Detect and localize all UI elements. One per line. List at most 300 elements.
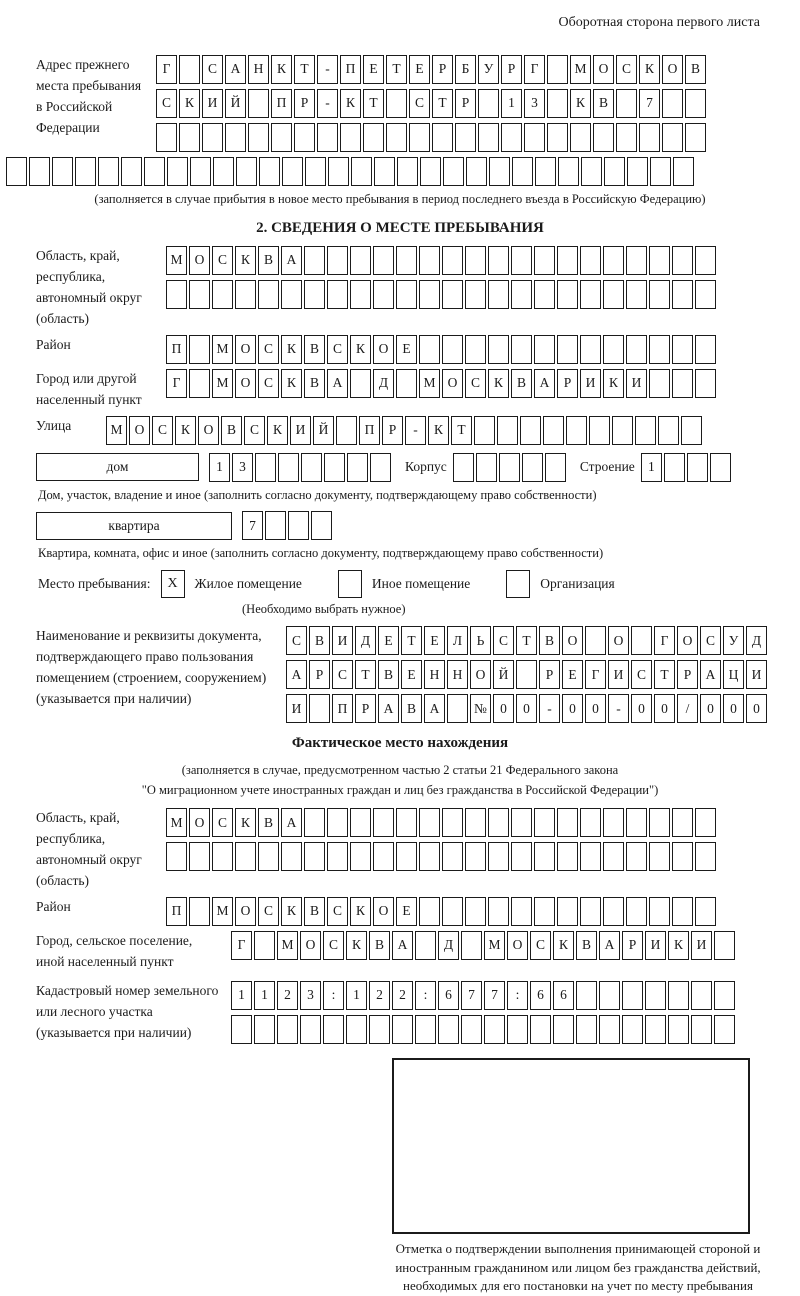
char-cell[interactable]: О [662, 55, 683, 84]
char-cell[interactable] [695, 280, 716, 309]
char-cell[interactable] [419, 335, 440, 364]
char-cell[interactable] [189, 897, 210, 926]
char-cell[interactable]: Б [455, 55, 476, 84]
char-cell[interactable] [465, 335, 486, 364]
char-cell[interactable] [557, 246, 578, 275]
char-cell[interactable] [488, 335, 509, 364]
char-cell[interactable] [511, 842, 532, 871]
char-cell[interactable]: 1 [254, 981, 275, 1010]
char-cell[interactable] [547, 123, 568, 152]
char-cell[interactable] [327, 280, 348, 309]
char-cell[interactable] [581, 157, 602, 186]
char-cell[interactable] [271, 123, 292, 152]
char-cell[interactable] [190, 157, 211, 186]
char-cell[interactable]: С [258, 897, 279, 926]
char-cell[interactable] [373, 246, 394, 275]
char-cell[interactable]: № [470, 694, 491, 723]
char-cell[interactable]: К [281, 897, 302, 926]
char-cell[interactable] [288, 511, 309, 540]
char-cell[interactable] [300, 1015, 321, 1044]
char-cell[interactable] [419, 280, 440, 309]
char-cell[interactable]: Т [451, 416, 472, 445]
char-cell[interactable]: И [290, 416, 311, 445]
char-cell[interactable]: К [235, 808, 256, 837]
char-cell[interactable]: Е [396, 335, 417, 364]
char-cell[interactable] [580, 335, 601, 364]
char-cell[interactable] [350, 246, 371, 275]
char-cell[interactable] [603, 897, 624, 926]
char-cell[interactable] [580, 808, 601, 837]
char-cell[interactable]: О [442, 369, 463, 398]
char-cell[interactable]: Е [401, 660, 422, 689]
char-cell[interactable]: П [166, 897, 187, 926]
char-cell[interactable] [336, 416, 357, 445]
char-cell[interactable]: С [616, 55, 637, 84]
char-cell[interactable] [304, 808, 325, 837]
char-cell[interactable] [547, 89, 568, 118]
char-cell[interactable] [415, 1015, 436, 1044]
char-cell[interactable] [324, 453, 345, 482]
char-cell[interactable] [396, 369, 417, 398]
char-cell[interactable]: К [235, 246, 256, 275]
char-cell[interactable] [695, 897, 716, 926]
char-cell[interactable]: П [271, 89, 292, 118]
char-cell[interactable] [455, 123, 476, 152]
char-cell[interactable]: А [286, 660, 307, 689]
char-cell[interactable]: Г [585, 660, 606, 689]
char-cell[interactable] [98, 157, 119, 186]
char-cell[interactable] [419, 808, 440, 837]
char-cell[interactable]: К [281, 335, 302, 364]
char-cell[interactable]: Г [524, 55, 545, 84]
char-cell[interactable] [231, 1015, 252, 1044]
char-cell[interactable]: О [373, 897, 394, 926]
char-cell[interactable] [350, 808, 371, 837]
char-cell[interactable]: В [685, 55, 706, 84]
char-cell[interactable] [179, 123, 200, 152]
char-cell[interactable]: П [340, 55, 361, 84]
char-cell[interactable] [442, 280, 463, 309]
char-cell[interactable]: Е [424, 626, 445, 655]
char-cell[interactable]: О [235, 897, 256, 926]
char-cell[interactable] [236, 157, 257, 186]
char-cell[interactable]: А [534, 369, 555, 398]
char-cell[interactable] [277, 1015, 298, 1044]
char-cell[interactable]: Т [516, 626, 537, 655]
char-cell[interactable] [522, 453, 543, 482]
char-cell[interactable] [317, 123, 338, 152]
char-cell[interactable]: К [488, 369, 509, 398]
char-cell[interactable] [305, 157, 326, 186]
char-cell[interactable] [534, 842, 555, 871]
house-box[interactable]: дом [36, 453, 199, 481]
char-cell[interactable] [373, 808, 394, 837]
char-cell[interactable] [259, 157, 280, 186]
char-cell[interactable]: Р [382, 416, 403, 445]
char-cell[interactable] [212, 280, 233, 309]
char-cell[interactable]: С [152, 416, 173, 445]
char-cell[interactable] [474, 416, 495, 445]
char-cell[interactable]: В [304, 335, 325, 364]
char-cell[interactable] [691, 1015, 712, 1044]
char-cell[interactable] [593, 123, 614, 152]
char-cell[interactable] [311, 511, 332, 540]
char-cell[interactable]: 7 [639, 89, 660, 118]
char-cell[interactable]: С [327, 335, 348, 364]
char-cell[interactable] [645, 981, 666, 1010]
char-cell[interactable]: 6 [438, 981, 459, 1010]
char-cell[interactable]: А [392, 931, 413, 960]
char-cell[interactable]: О [608, 626, 629, 655]
char-cell[interactable] [695, 246, 716, 275]
char-cell[interactable]: И [202, 89, 223, 118]
char-cell[interactable] [626, 897, 647, 926]
char-cell[interactable] [553, 1015, 574, 1044]
char-cell[interactable]: 7 [484, 981, 505, 1010]
char-cell[interactable]: В [221, 416, 242, 445]
char-cell[interactable] [166, 842, 187, 871]
char-cell[interactable] [156, 123, 177, 152]
char-cell[interactable] [465, 280, 486, 309]
char-cell[interactable]: И [286, 694, 307, 723]
char-cell[interactable] [585, 626, 606, 655]
char-cell[interactable]: В [539, 626, 560, 655]
char-cell[interactable]: Г [166, 369, 187, 398]
stay-type-checkbox-organization[interactable] [506, 570, 530, 598]
char-cell[interactable] [248, 123, 269, 152]
char-cell[interactable] [351, 157, 372, 186]
char-cell[interactable] [304, 842, 325, 871]
char-cell[interactable] [557, 335, 578, 364]
char-cell[interactable]: 1 [501, 89, 522, 118]
char-cell[interactable]: Г [654, 626, 675, 655]
char-cell[interactable]: А [700, 660, 721, 689]
char-cell[interactable] [658, 416, 679, 445]
char-cell[interactable] [235, 842, 256, 871]
char-cell[interactable] [534, 335, 555, 364]
char-cell[interactable]: 0 [631, 694, 652, 723]
char-cell[interactable]: А [378, 694, 399, 723]
char-cell[interactable]: Н [248, 55, 269, 84]
char-cell[interactable] [346, 1015, 367, 1044]
char-cell[interactable] [327, 842, 348, 871]
char-cell[interactable] [373, 280, 394, 309]
char-cell[interactable] [432, 123, 453, 152]
char-cell[interactable] [576, 981, 597, 1010]
char-cell[interactable] [340, 123, 361, 152]
char-cell[interactable] [386, 89, 407, 118]
char-cell[interactable] [535, 157, 556, 186]
char-cell[interactable] [166, 280, 187, 309]
char-cell[interactable] [695, 842, 716, 871]
char-cell[interactable]: В [258, 246, 279, 275]
char-cell[interactable] [309, 694, 330, 723]
char-cell[interactable] [672, 897, 693, 926]
char-cell[interactable] [649, 369, 670, 398]
char-cell[interactable]: С [202, 55, 223, 84]
char-cell[interactable]: 0 [700, 694, 721, 723]
char-cell[interactable] [254, 931, 275, 960]
char-cell[interactable]: С [212, 246, 233, 275]
char-cell[interactable]: В [304, 897, 325, 926]
char-cell[interactable]: - [317, 55, 338, 84]
apartment-box[interactable]: квартира [36, 512, 232, 540]
char-cell[interactable] [557, 897, 578, 926]
char-cell[interactable] [534, 280, 555, 309]
char-cell[interactable] [558, 157, 579, 186]
char-cell[interactable]: С [327, 897, 348, 926]
char-cell[interactable]: П [332, 694, 353, 723]
char-cell[interactable] [442, 808, 463, 837]
char-cell[interactable] [668, 981, 689, 1010]
char-cell[interactable]: О [562, 626, 583, 655]
char-cell[interactable]: Й [313, 416, 334, 445]
char-cell[interactable]: Г [231, 931, 252, 960]
char-cell[interactable]: А [225, 55, 246, 84]
char-cell[interactable]: Р [539, 660, 560, 689]
char-cell[interactable] [534, 808, 555, 837]
char-cell[interactable]: М [212, 335, 233, 364]
char-cell[interactable] [442, 335, 463, 364]
char-cell[interactable] [484, 1015, 505, 1044]
char-cell[interactable] [570, 123, 591, 152]
char-cell[interactable]: 7 [242, 511, 263, 540]
char-cell[interactable]: А [281, 808, 302, 837]
char-cell[interactable] [645, 1015, 666, 1044]
char-cell[interactable] [695, 808, 716, 837]
char-cell[interactable]: К [175, 416, 196, 445]
char-cell[interactable]: С [493, 626, 514, 655]
char-cell[interactable]: С [258, 369, 279, 398]
char-cell[interactable] [616, 123, 637, 152]
char-cell[interactable] [282, 157, 303, 186]
char-cell[interactable] [144, 157, 165, 186]
char-cell[interactable] [167, 157, 188, 186]
char-cell[interactable] [489, 157, 510, 186]
char-cell[interactable] [599, 1015, 620, 1044]
char-cell[interactable]: 1 [209, 453, 230, 482]
char-cell[interactable] [392, 1015, 413, 1044]
char-cell[interactable] [501, 123, 522, 152]
char-cell[interactable]: А [281, 246, 302, 275]
char-cell[interactable]: Е [562, 660, 583, 689]
char-cell[interactable] [603, 842, 624, 871]
char-cell[interactable] [662, 89, 683, 118]
char-cell[interactable] [589, 416, 610, 445]
char-cell[interactable] [511, 808, 532, 837]
char-cell[interactable]: 0 [516, 694, 537, 723]
char-cell[interactable]: Т [386, 55, 407, 84]
char-cell[interactable] [649, 246, 670, 275]
char-cell[interactable] [465, 897, 486, 926]
char-cell[interactable]: С [244, 416, 265, 445]
char-cell[interactable] [442, 246, 463, 275]
char-cell[interactable]: : [415, 981, 436, 1010]
char-cell[interactable]: 7 [461, 981, 482, 1010]
char-cell[interactable] [453, 453, 474, 482]
char-cell[interactable]: У [723, 626, 744, 655]
char-cell[interactable]: К [668, 931, 689, 960]
char-cell[interactable]: 3 [300, 981, 321, 1010]
char-cell[interactable] [714, 981, 735, 1010]
char-cell[interactable]: В [511, 369, 532, 398]
char-cell[interactable] [511, 280, 532, 309]
char-cell[interactable] [478, 89, 499, 118]
char-cell[interactable] [543, 416, 564, 445]
char-cell[interactable]: О [677, 626, 698, 655]
char-cell[interactable]: 1 [641, 453, 662, 482]
char-cell[interactable]: С [631, 660, 652, 689]
char-cell[interactable] [419, 897, 440, 926]
char-cell[interactable] [235, 280, 256, 309]
char-cell[interactable]: И [645, 931, 666, 960]
char-cell[interactable] [304, 280, 325, 309]
char-cell[interactable]: О [235, 335, 256, 364]
char-cell[interactable]: Д [373, 369, 394, 398]
char-cell[interactable]: М [166, 808, 187, 837]
char-cell[interactable]: Т [294, 55, 315, 84]
char-cell[interactable]: 3 [232, 453, 253, 482]
char-cell[interactable] [396, 808, 417, 837]
char-cell[interactable] [281, 842, 302, 871]
char-cell[interactable] [626, 842, 647, 871]
char-cell[interactable]: Ц [723, 660, 744, 689]
char-cell[interactable]: В [401, 694, 422, 723]
char-cell[interactable] [626, 246, 647, 275]
char-cell[interactable]: К [603, 369, 624, 398]
char-cell[interactable]: Ь [470, 626, 491, 655]
char-cell[interactable] [635, 416, 656, 445]
char-cell[interactable]: М [570, 55, 591, 84]
char-cell[interactable]: Р [432, 55, 453, 84]
char-cell[interactable] [52, 157, 73, 186]
char-cell[interactable]: 0 [585, 694, 606, 723]
char-cell[interactable]: В [369, 931, 390, 960]
char-cell[interactable] [294, 123, 315, 152]
char-cell[interactable] [681, 416, 702, 445]
char-cell[interactable] [179, 55, 200, 84]
char-cell[interactable]: В [593, 89, 614, 118]
char-cell[interactable]: 0 [746, 694, 767, 723]
char-cell[interactable]: С [465, 369, 486, 398]
char-cell[interactable] [672, 335, 693, 364]
char-cell[interactable] [461, 931, 482, 960]
char-cell[interactable]: С [409, 89, 430, 118]
char-cell[interactable]: П [359, 416, 380, 445]
char-cell[interactable] [189, 369, 210, 398]
char-cell[interactable] [691, 981, 712, 1010]
char-cell[interactable] [626, 335, 647, 364]
char-cell[interactable] [373, 842, 394, 871]
char-cell[interactable]: К [267, 416, 288, 445]
char-cell[interactable]: В [258, 808, 279, 837]
char-cell[interactable] [631, 626, 652, 655]
char-cell[interactable]: О [235, 369, 256, 398]
char-cell[interactable] [710, 453, 731, 482]
char-cell[interactable] [603, 280, 624, 309]
char-cell[interactable]: Т [654, 660, 675, 689]
char-cell[interactable]: И [691, 931, 712, 960]
char-cell[interactable] [278, 453, 299, 482]
char-cell[interactable] [212, 842, 233, 871]
char-cell[interactable]: - [405, 416, 426, 445]
char-cell[interactable] [442, 842, 463, 871]
char-cell[interactable]: К [428, 416, 449, 445]
char-cell[interactable]: С [212, 808, 233, 837]
char-cell[interactable] [438, 1015, 459, 1044]
char-cell[interactable]: 2 [392, 981, 413, 1010]
char-cell[interactable] [189, 842, 210, 871]
char-cell[interactable] [695, 335, 716, 364]
char-cell[interactable] [327, 808, 348, 837]
char-cell[interactable]: К [346, 931, 367, 960]
char-cell[interactable]: К [340, 89, 361, 118]
char-cell[interactable] [627, 157, 648, 186]
char-cell[interactable] [672, 369, 693, 398]
char-cell[interactable] [668, 1015, 689, 1044]
char-cell[interactable]: : [507, 981, 528, 1010]
char-cell[interactable] [465, 246, 486, 275]
char-cell[interactable] [213, 157, 234, 186]
char-cell[interactable] [466, 157, 487, 186]
char-cell[interactable]: С [156, 89, 177, 118]
char-cell[interactable] [507, 1015, 528, 1044]
char-cell[interactable] [301, 453, 322, 482]
char-cell[interactable] [304, 246, 325, 275]
char-cell[interactable]: Р [557, 369, 578, 398]
char-cell[interactable] [443, 157, 464, 186]
char-cell[interactable] [478, 123, 499, 152]
char-cell[interactable]: С [332, 660, 353, 689]
char-cell[interactable] [649, 808, 670, 837]
char-cell[interactable]: И [746, 660, 767, 689]
char-cell[interactable] [580, 842, 601, 871]
char-cell[interactable] [363, 123, 384, 152]
char-cell[interactable]: 2 [277, 981, 298, 1010]
char-cell[interactable]: Е [396, 897, 417, 926]
char-cell[interactable] [420, 157, 441, 186]
char-cell[interactable]: Р [355, 694, 376, 723]
char-cell[interactable]: И [580, 369, 601, 398]
char-cell[interactable] [612, 416, 633, 445]
char-cell[interactable] [281, 280, 302, 309]
char-cell[interactable]: М [166, 246, 187, 275]
char-cell[interactable] [488, 842, 509, 871]
char-cell[interactable]: О [129, 416, 150, 445]
char-cell[interactable]: С [286, 626, 307, 655]
char-cell[interactable] [672, 246, 693, 275]
char-cell[interactable] [545, 453, 566, 482]
char-cell[interactable] [202, 123, 223, 152]
char-cell[interactable] [649, 897, 670, 926]
char-cell[interactable]: О [373, 335, 394, 364]
stay-type-checkbox-residential[interactable]: X [161, 570, 185, 598]
char-cell[interactable]: М [484, 931, 505, 960]
char-cell[interactable]: 3 [524, 89, 545, 118]
char-cell[interactable] [248, 89, 269, 118]
char-cell[interactable] [604, 157, 625, 186]
char-cell[interactable] [369, 1015, 390, 1044]
char-cell[interactable]: И [626, 369, 647, 398]
char-cell[interactable] [672, 808, 693, 837]
char-cell[interactable] [672, 280, 693, 309]
char-cell[interactable]: Д [355, 626, 376, 655]
char-cell[interactable]: О [198, 416, 219, 445]
char-cell[interactable]: М [419, 369, 440, 398]
stay-type-checkbox-other[interactable] [338, 570, 362, 598]
char-cell[interactable]: Р [622, 931, 643, 960]
char-cell[interactable]: Р [501, 55, 522, 84]
